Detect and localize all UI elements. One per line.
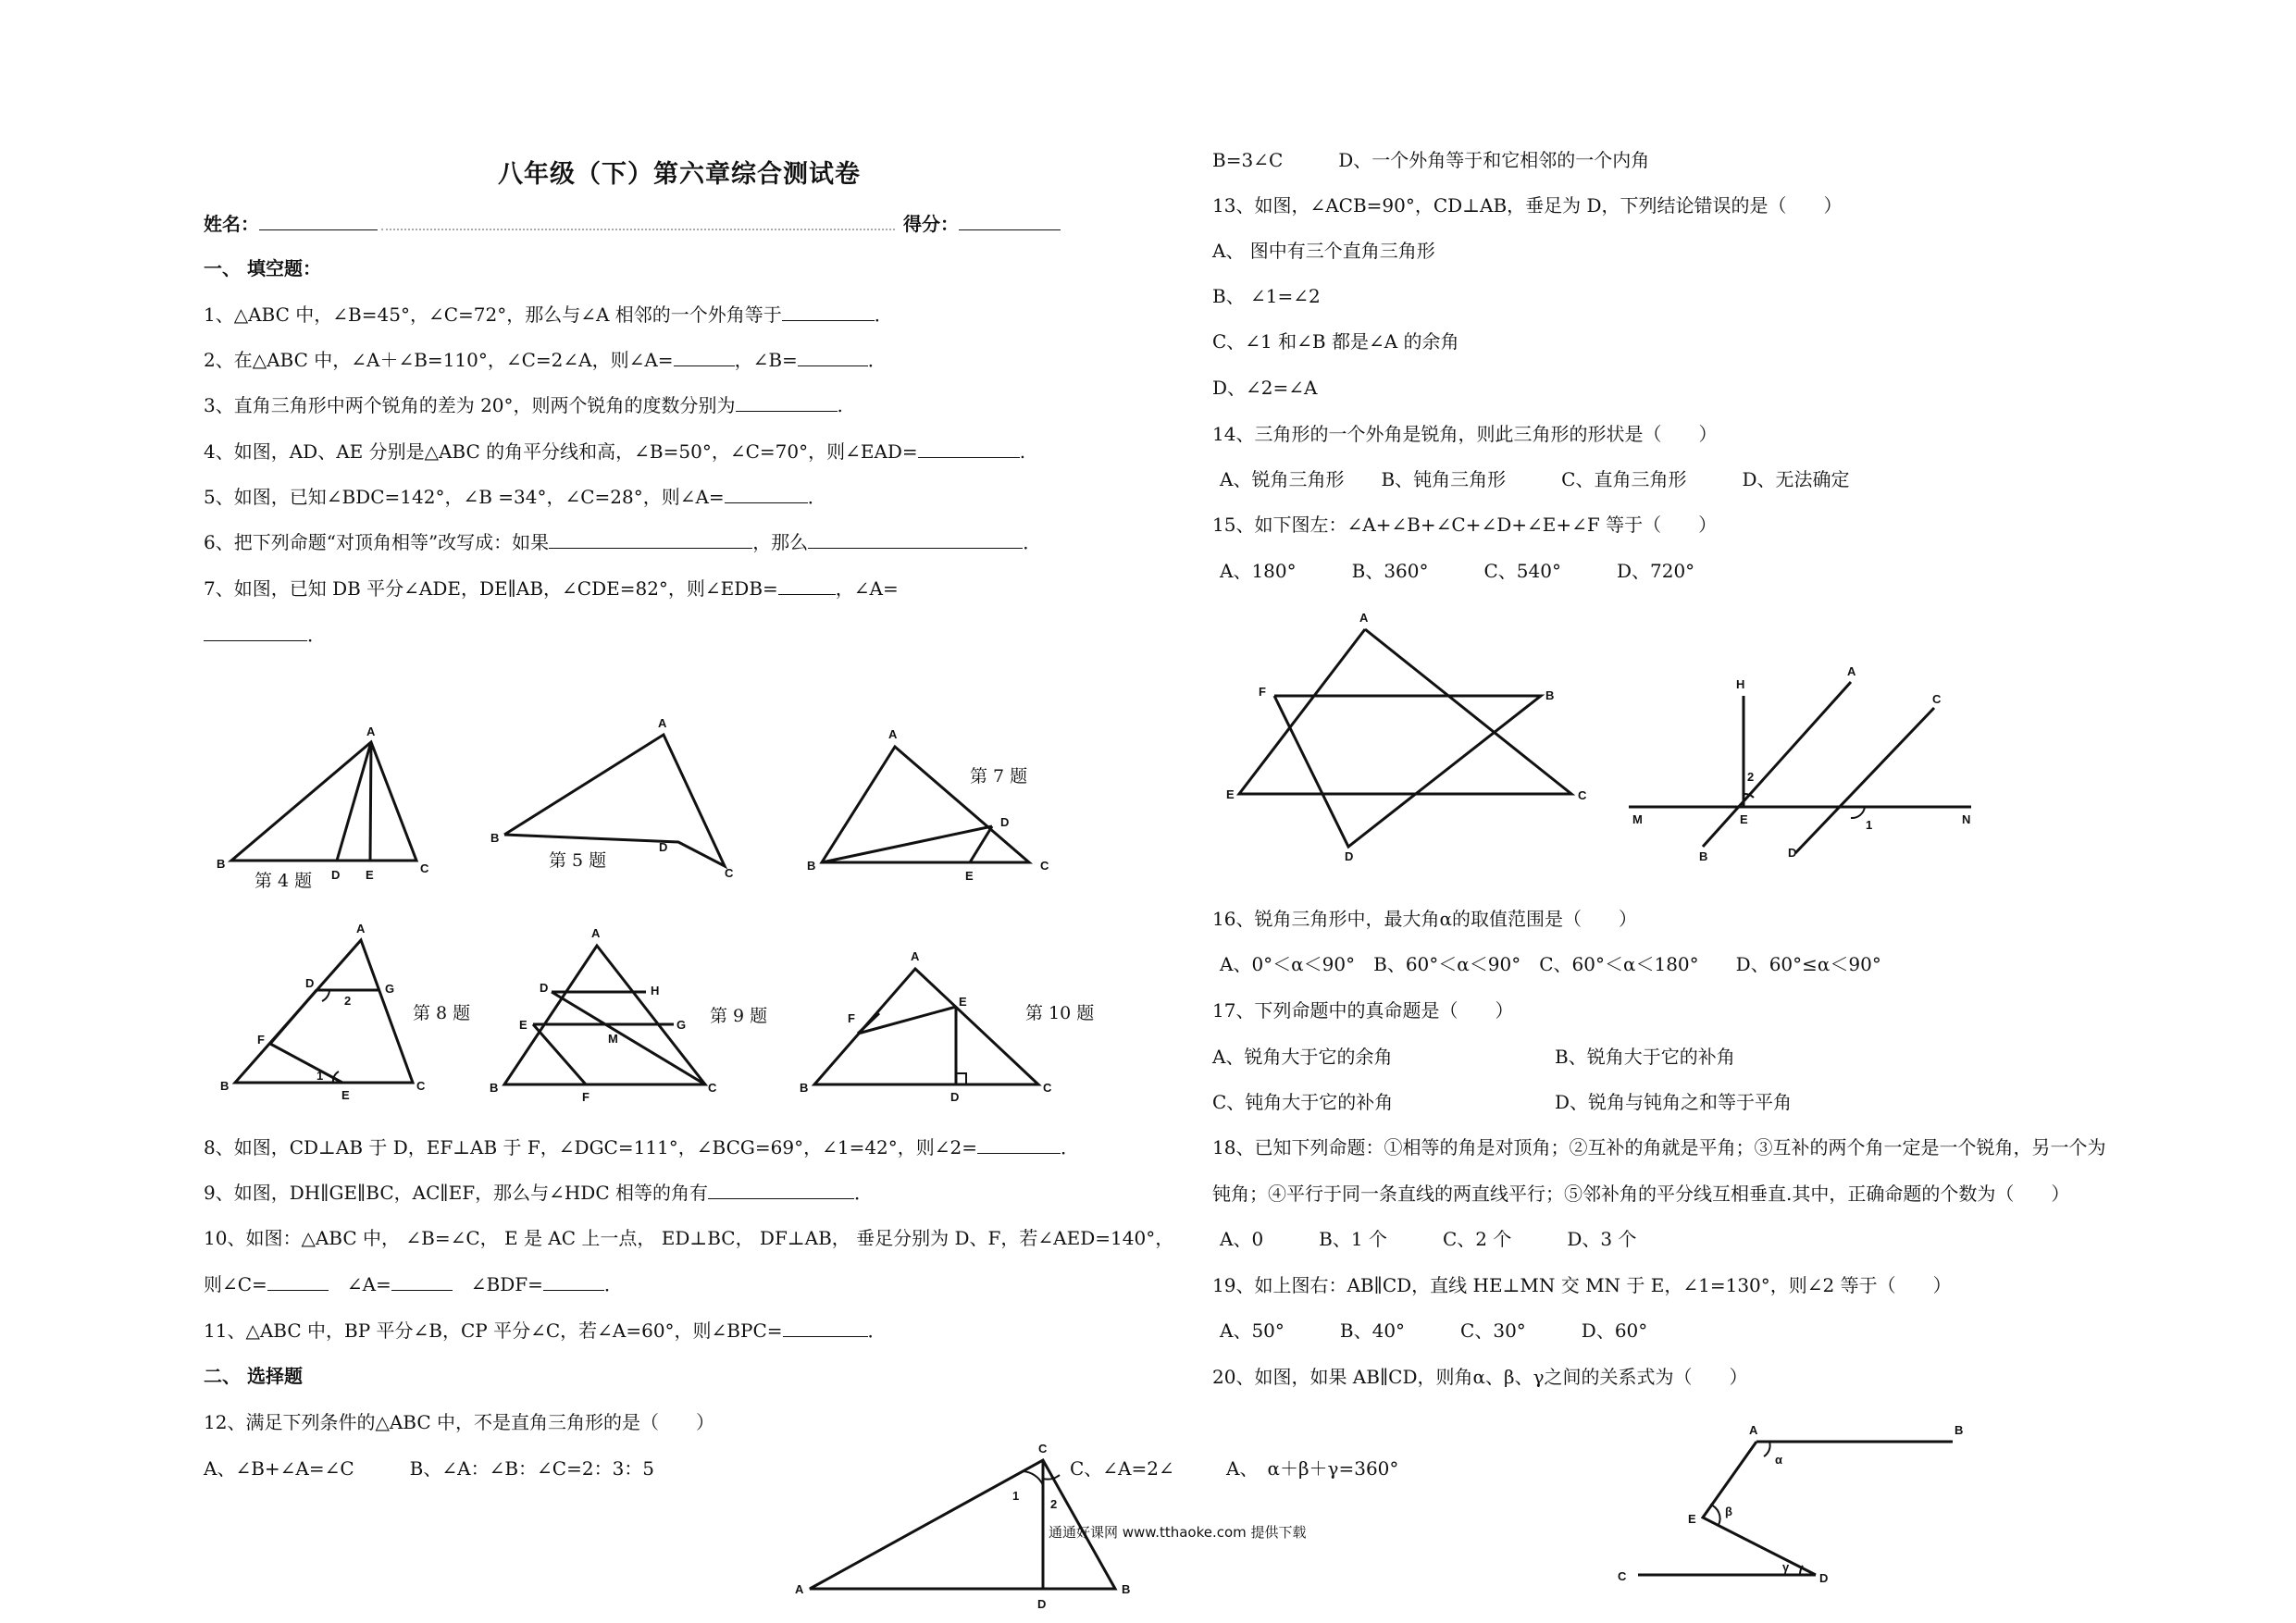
svg-text:1: 1	[316, 1069, 324, 1083]
svg-text:D: D	[1037, 1597, 1047, 1611]
svg-text:2: 2	[1747, 770, 1755, 784]
question-8: 8、如图，CD⊥AB 于 D，EF⊥AB 于 F，∠DGC=111°，∠BCG=69°，∠1=42°，则∠2= ．	[204, 1136, 1080, 1158]
q6-blank-a[interactable]	[549, 529, 752, 549]
q10-blank-bdf[interactable]	[543, 1271, 604, 1291]
name-label: 姓名：	[204, 211, 378, 236]
svg-text:G: G	[676, 1018, 687, 1032]
q10-blank-a[interactable]	[391, 1271, 453, 1291]
svg-text:D: D	[659, 840, 668, 854]
q2-blank-b[interactable]	[798, 347, 868, 366]
dotted-separator	[381, 229, 895, 230]
figure-9-caption: 第 9 题	[710, 1006, 768, 1026]
name-blank[interactable]	[259, 211, 378, 230]
svg-text:B: B	[800, 1081, 809, 1095]
svg-text:B: B	[1545, 688, 1555, 702]
figure-8	[215, 921, 492, 1106]
svg-text:D: D	[1819, 1571, 1829, 1585]
svg-text:E: E	[959, 995, 967, 1009]
question-4: 4、如图，AD、AE 分别是△ABC 的角平分线和高，∠B=50°，∠C=70°，则∠EAD= .	[204, 440, 1026, 463]
svg-text:1: 1	[1012, 1489, 1020, 1503]
figure-5	[486, 712, 745, 898]
question-19-options[interactable]: A、50° B、40° C、30° D、60°	[1220, 1319, 1648, 1342]
svg-text:2: 2	[344, 994, 352, 1008]
svg-text:E: E	[519, 1018, 527, 1032]
score-label: 得分：	[903, 211, 1061, 236]
question-18-options[interactable]: A、0 B、1 个 C、2 个 D、3 个	[1220, 1228, 1637, 1250]
figure-7-caption: 第 7 题	[970, 766, 1028, 787]
q7-blank-b[interactable]	[204, 622, 307, 641]
figure-4-caption: 第 4 题	[254, 871, 313, 891]
figure-19	[1629, 664, 1990, 879]
svg-text:G: G	[385, 982, 395, 996]
svg-text:N: N	[1962, 812, 1971, 826]
svg-text:1: 1	[1866, 818, 1873, 832]
svg-text:F: F	[1259, 685, 1266, 699]
svg-text:C: C	[725, 866, 734, 880]
page-title: 八年级（下）第六章综合测试卷	[498, 160, 861, 189]
svg-text:A: A	[1847, 664, 1856, 678]
section-fill-title: 一、 填空题：	[204, 257, 321, 279]
svg-text:C: C	[1038, 1442, 1048, 1456]
svg-text:E: E	[1226, 787, 1235, 801]
question-2: 2、在△ABC 中，∠A＋∠B=110°，∠C=2∠A，则∠A= ，∠B= ．	[204, 349, 887, 371]
q4-blank[interactable]	[918, 439, 1020, 458]
question-16: 16、锐角三角形中，最大角α的取值范围是（ ）	[1212, 908, 1637, 930]
question-1: 1、△ABC 中，∠B=45°，∠C=72°，那么与∠A 相邻的一个外角等于 ．	[204, 304, 893, 326]
question-16-options[interactable]: A、0°＜α＜90° B、60°＜α＜90° C、60°＜α＜180° D、60°≤α＜90°	[1220, 953, 1881, 975]
question-12-continued: B=3∠C D、一个外角等于和它相邻的一个内角	[1212, 149, 1650, 171]
svg-text:E: E	[965, 869, 974, 883]
svg-text:E: E	[341, 1088, 350, 1102]
question-12: 12、满足下列条件的△ABC 中，不是直角三角形的是（ ）	[204, 1411, 715, 1433]
question-5: 5、如图，已知∠BDC=142°，∠B =34°，∠C=28°，则∠A= ．	[204, 486, 826, 508]
svg-text:D: D	[540, 981, 549, 995]
svg-text:D: D	[1345, 849, 1354, 863]
q10-blank-c[interactable]	[267, 1271, 329, 1291]
question-15-options[interactable]: A、180° B、360° C、540° D、720°	[1220, 560, 1695, 582]
question-13-option-a[interactable]: A、 图中有三个直角三角形	[1212, 240, 1435, 262]
svg-text:H: H	[1736, 677, 1745, 691]
question-7: 7、如图，已知 DB 平分∠ADE，DE∥AB，∠CDE=82°，则∠EDB= ，∠A=	[204, 577, 899, 600]
question-10: 10、如图：△ABC 中， ∠B=∠C， E 是 AC 上一点， ED⊥BC， DF⊥AB， 垂足分别为 D、F，若∠AED=140°，	[204, 1227, 1174, 1249]
svg-text:A: A	[658, 716, 667, 730]
svg-text:B: B	[1699, 849, 1708, 863]
figure-8-caption: 第 8 题	[413, 1003, 471, 1023]
svg-text:C: C	[1618, 1569, 1627, 1583]
question-13-option-d[interactable]: D、∠2=∠A	[1212, 377, 1318, 399]
svg-text:H: H	[651, 984, 660, 997]
svg-text:A: A	[591, 926, 601, 940]
svg-text:E: E	[366, 868, 374, 882]
figure-9	[486, 925, 782, 1106]
svg-text:B: B	[1955, 1423, 1964, 1437]
svg-text:A: A	[1359, 611, 1369, 625]
svg-text:C: C	[420, 861, 429, 875]
q2-blank-a[interactable]	[674, 347, 735, 366]
svg-text:E: E	[1688, 1512, 1696, 1526]
section-choice-title: 二、 选择题	[204, 1365, 303, 1387]
svg-text:D: D	[1000, 815, 1010, 829]
svg-text:2: 2	[1050, 1497, 1058, 1511]
question-19: 19、如上图右：AB∥CD，直线 HE⊥MN 交 MN 于 E，∠1=130°，则∠2 等于（ ）	[1212, 1274, 1952, 1296]
question-10-cont: 则∠C= ∠A= ∠BDF= ．	[204, 1273, 623, 1295]
figure-7	[803, 726, 1072, 893]
svg-text:β: β	[1725, 1505, 1732, 1518]
score-blank[interactable]	[959, 211, 1061, 230]
svg-text:B: B	[220, 1079, 230, 1093]
svg-text:D: D	[305, 976, 315, 990]
q8-blank[interactable]	[977, 1134, 1061, 1154]
svg-text:M: M	[608, 1032, 618, 1046]
svg-text:A: A	[911, 949, 920, 963]
svg-text:C: C	[708, 1081, 717, 1095]
question-14: 14、三角形的一个外角是锐角，则此三角形的形状是（ ）	[1212, 423, 1718, 445]
svg-text:C: C	[1932, 692, 1942, 706]
svg-text:M: M	[1632, 812, 1643, 826]
question-13-option-c[interactable]: C、∠1 和∠B 都是∠A 的余角	[1212, 330, 1459, 353]
q1-blank[interactable]	[782, 302, 875, 321]
q3-blank[interactable]	[736, 392, 838, 412]
svg-text:D: D	[950, 1090, 960, 1104]
figure-10-caption: 第 10 题	[1025, 1003, 1095, 1023]
figure-15	[1226, 611, 1592, 861]
svg-text:A: A	[356, 922, 366, 935]
question-13-option-b[interactable]: B、 ∠1=∠2	[1212, 285, 1321, 307]
svg-text:B: B	[1122, 1582, 1131, 1596]
question-17-option-d[interactable]: D、锐角与钝角之和等于平角	[1555, 1091, 1793, 1113]
q7-blank-a[interactable]	[778, 576, 836, 595]
question-17: 17、下列命题中的真命题是（ ）	[1212, 999, 1514, 1022]
question-12-options: A、∠B+∠A=∠C B、∠A：∠B：∠C=2：3：5	[204, 1457, 655, 1480]
question-17-option-b[interactable]: B、锐角大于它的补角	[1555, 1046, 1735, 1068]
question-15: 15、如下图左：∠A+∠B+∠C+∠D+∠E+∠F 等于（ ）	[1212, 514, 1718, 536]
svg-text:B: B	[217, 857, 226, 871]
svg-text:D: D	[1788, 846, 1797, 860]
question-18: 18、已知下列命题：①相等的角是对顶角；②互补的角就是平角；③互补的两个角一定是一个锐角，另一个为	[1212, 1136, 2106, 1158]
svg-text:A: A	[795, 1582, 804, 1596]
svg-text:C: C	[1043, 1081, 1052, 1095]
question-18-cont: 钝角；④平行于同一条直线的两直线平行；⑤邻补角的平分线互相垂直.其中，正确命题的个数为（ ）	[1212, 1183, 2070, 1205]
svg-text:A: A	[366, 725, 376, 738]
q6-blank-b[interactable]	[808, 529, 1023, 549]
figure-4	[213, 722, 435, 898]
svg-text:A: A	[1749, 1423, 1758, 1437]
question-6: 6、把下列命题“对顶角相等”改写成：如果 ，那么 ．	[204, 531, 1042, 553]
question-17-option-c[interactable]: C、钝角大于它的补角	[1212, 1091, 1394, 1113]
footer-watermark: 通通好课网 www.tthaoke.com 提供下载	[1049, 1524, 1307, 1541]
question-3: 3、直角三角形中两个锐角的差为 20°，则两个锐角的度数分别为 .	[204, 394, 843, 416]
figure-20	[1610, 1416, 1980, 1592]
figure-10	[796, 948, 1101, 1110]
svg-text:α: α	[1775, 1453, 1782, 1467]
svg-text:γ: γ	[1782, 1560, 1790, 1574]
question-11: 11、△ABC 中，BP 平分∠B，CP 平分∠C，若∠A=60°，则∠BPC= ．	[204, 1319, 887, 1342]
question-13: 13、如图，∠ACB=90°，CD⊥AB，垂足为 D，下列结论错误的是（ ）	[1212, 194, 1843, 217]
svg-text:C: C	[1040, 859, 1049, 873]
figure-5-caption: 第 5 题	[549, 850, 607, 871]
svg-text:C: C	[1578, 788, 1587, 802]
q9-blank[interactable]	[708, 1180, 854, 1199]
svg-text:F: F	[257, 1033, 265, 1047]
svg-text:B: B	[490, 1081, 499, 1095]
svg-text:F: F	[848, 1011, 855, 1025]
q5-blank[interactable]	[725, 484, 808, 503]
svg-text:D: D	[331, 868, 341, 882]
svg-text:A: A	[888, 727, 898, 741]
question-17-option-a[interactable]: A、锐角大于它的余角	[1212, 1046, 1393, 1068]
question-20: 20、如图，如果 AB∥CD，则角α、β、γ之间的关系式为（ ）	[1212, 1366, 1748, 1388]
question-9: 9、如图，DH∥GE∥BC，AC∥EF，那么与∠HDC 相等的角有 ．	[204, 1182, 873, 1204]
svg-text:E: E	[1740, 812, 1748, 826]
svg-text:C: C	[416, 1079, 426, 1093]
q11-blank[interactable]	[783, 1318, 868, 1337]
question-12-option-c: C、∠A=2∠	[1070, 1457, 1174, 1480]
question-12-tail: A、 α＋β＋γ=360°	[1226, 1457, 1399, 1480]
svg-text:F: F	[582, 1090, 590, 1104]
svg-text:B: B	[490, 831, 500, 845]
question-14-options[interactable]: A、锐角三角形 B、钝角三角形 C、直角三角形 D、无法确定	[1220, 468, 1850, 490]
svg-text:B: B	[807, 859, 816, 873]
question-7-cont: ．	[204, 622, 326, 647]
